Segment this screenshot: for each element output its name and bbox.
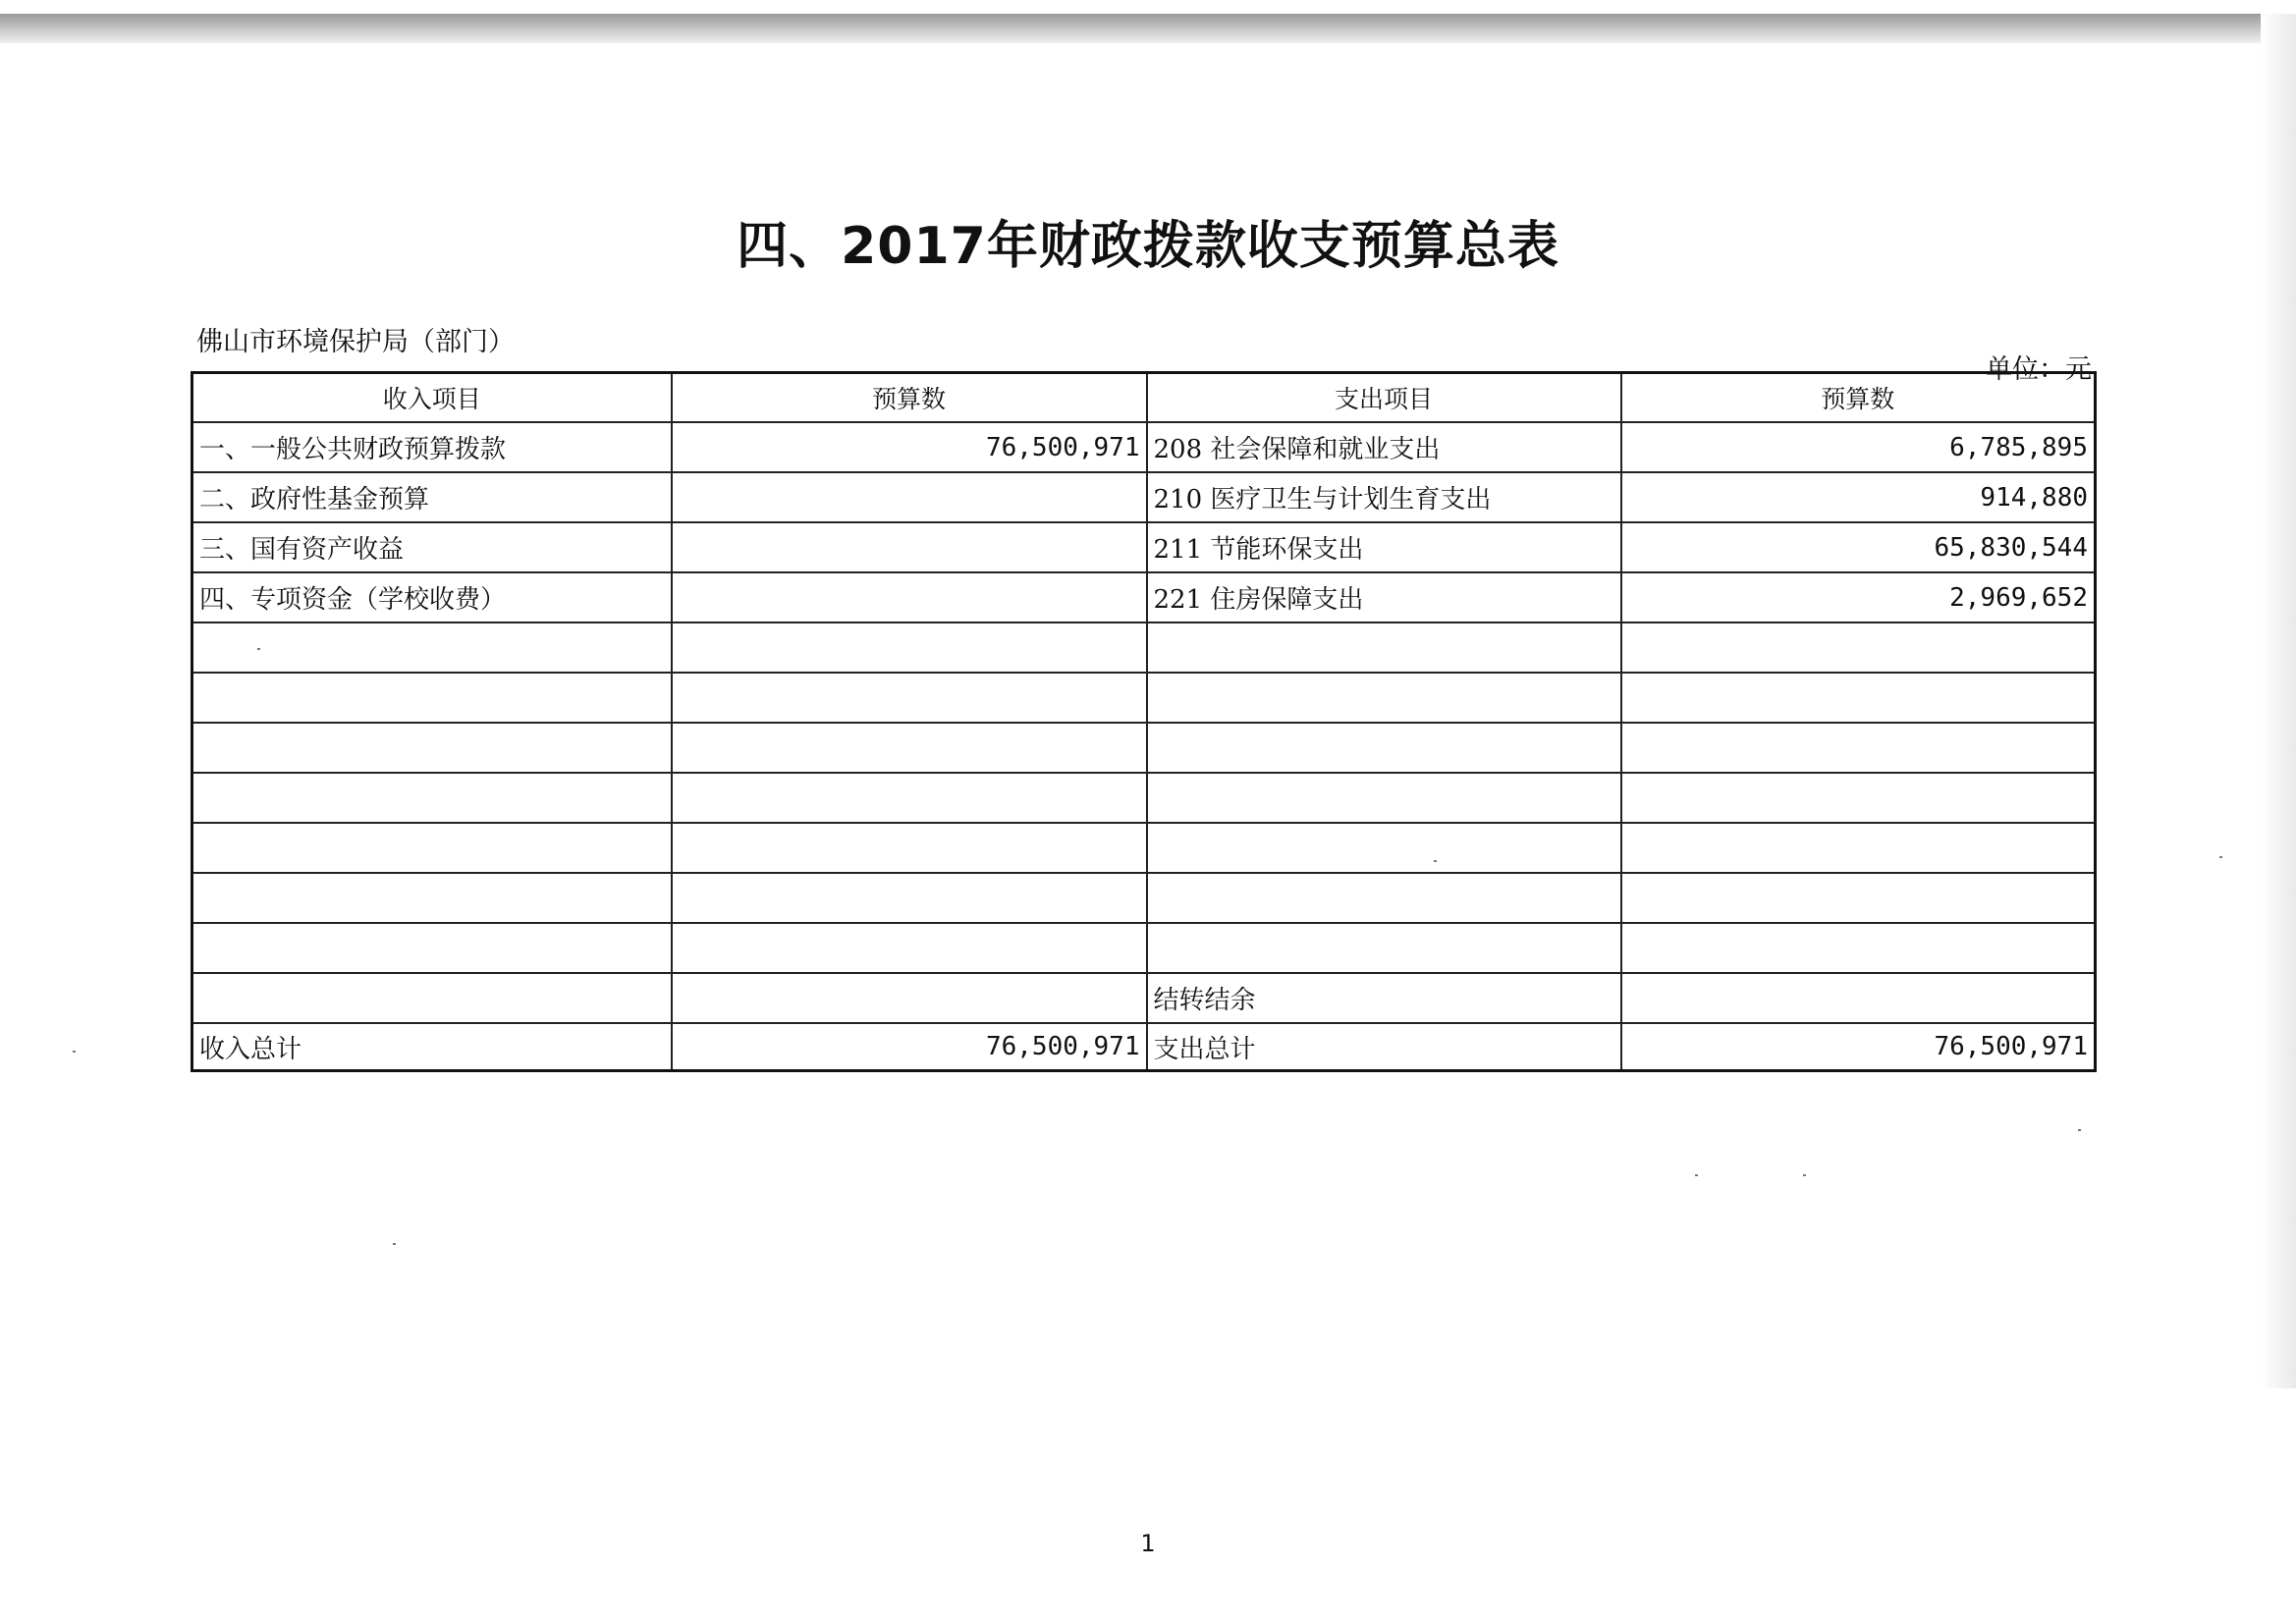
scan-speck (257, 648, 260, 650)
expense-amount-cell (1621, 973, 2096, 1023)
expense-item-cell (1147, 622, 1621, 673)
scan-speck (2078, 1129, 2081, 1131)
table-row (192, 572, 2096, 622)
income-amount-cell (672, 572, 1147, 622)
income-item-cell (192, 973, 672, 1023)
header-income-amount: 预算数 (672, 373, 1147, 423)
header-expense-amount: 预算数 (1621, 373, 2096, 423)
table-row (192, 723, 2096, 773)
table-row (192, 522, 2096, 572)
table-row (192, 773, 2096, 823)
expense-amount-cell (1621, 823, 2096, 873)
expense-amount-cell (1621, 773, 2096, 823)
income-amount-cell (672, 973, 1147, 1023)
table-row (192, 673, 2096, 723)
income-amount-cell: 76,500,971 (672, 422, 1147, 472)
table-row (192, 923, 2096, 973)
income-item-cell (192, 723, 672, 773)
income-item-cell (192, 673, 672, 723)
income-item-cell (192, 873, 672, 923)
expense-item-cell: 211 节能环保支出 (1147, 522, 1621, 572)
expense-item-cell (1147, 773, 1621, 823)
table-row (192, 622, 2096, 673)
unit-label: 单位：元 (1986, 354, 2092, 385)
department-label: 佛山市环境保护局（部门） (196, 327, 515, 357)
expense-amount-cell: 914,880 (1621, 472, 2096, 522)
table-row (192, 973, 2096, 1023)
expense-amount-cell (1621, 873, 2096, 923)
expense-item-cell (1147, 723, 1621, 773)
income-item-cell (192, 923, 672, 973)
page-number: 1 (1140, 1530, 1156, 1557)
scan-speck (2219, 856, 2222, 858)
income-total-label: 收入总计 (192, 1023, 672, 1071)
expense-amount-cell: 2,969,652 (1621, 572, 2096, 622)
scan-speck (393, 1243, 396, 1245)
income-amount-cell (672, 673, 1147, 723)
expense-item-cell (1147, 823, 1621, 873)
income-amount-cell (672, 472, 1147, 522)
table-row (192, 422, 2096, 472)
budget-summary-table (191, 371, 2097, 1072)
income-item-cell: 三、国有资产收益 (192, 522, 672, 572)
expense-item-cell: 208 社会保障和就业支出 (1147, 422, 1621, 472)
expense-item-cell (1147, 673, 1621, 723)
scan-edge-top (0, 14, 2296, 43)
expense-amount-cell (1621, 673, 2096, 723)
expense-amount-cell: 6,785,895 (1621, 422, 2096, 472)
expense-item-cell: 221 住房保障支出 (1147, 572, 1621, 622)
expense-amount-cell (1621, 723, 2096, 773)
income-amount-cell (672, 923, 1147, 973)
totals-row (192, 1023, 2096, 1071)
table-row (192, 823, 2096, 873)
table-row (192, 873, 2096, 923)
header-expense-item: 支出项目 (1147, 373, 1621, 423)
expense-total-amount: 76,500,971 (1621, 1023, 2096, 1071)
income-amount-cell (672, 522, 1147, 572)
income-item-cell (192, 773, 672, 823)
document-title: 四、2017年财政拨款收支预算总表 (737, 217, 1559, 276)
expense-item-cell: 结转结余 (1147, 973, 1621, 1023)
income-amount-cell (672, 823, 1147, 873)
income-item-cell (192, 823, 672, 873)
expense-amount-cell (1621, 923, 2096, 973)
income-amount-cell (672, 873, 1147, 923)
expense-amount-cell (1621, 622, 2096, 673)
income-item-cell: 四、专项资金（学校收费） (192, 572, 672, 622)
income-amount-cell (672, 773, 1147, 823)
income-item-cell: 二、政府性基金预算 (192, 472, 672, 522)
income-total-amount: 76,500,971 (672, 1023, 1147, 1071)
income-amount-cell (672, 622, 1147, 673)
income-amount-cell (672, 723, 1147, 773)
table-body (192, 422, 2096, 1023)
header-income-item: 收入项目 (192, 373, 672, 423)
scan-speck (1434, 860, 1437, 862)
income-item-cell: 一、一般公共财政预算拨款 (192, 422, 672, 472)
expense-item-cell (1147, 873, 1621, 923)
scan-speck (73, 1051, 76, 1053)
scan-speck (1695, 1174, 1698, 1176)
expense-item-cell: 210 医疗卫生与计划生育支出 (1147, 472, 1621, 522)
expense-amount-cell: 65,830,544 (1621, 522, 2096, 572)
expense-item-cell (1147, 923, 1621, 973)
scan-speck (1803, 1174, 1806, 1176)
income-item-cell (192, 622, 672, 673)
expense-total-label: 支出总计 (1147, 1023, 1621, 1071)
table-header-row (192, 373, 2096, 423)
table-row (192, 472, 2096, 522)
